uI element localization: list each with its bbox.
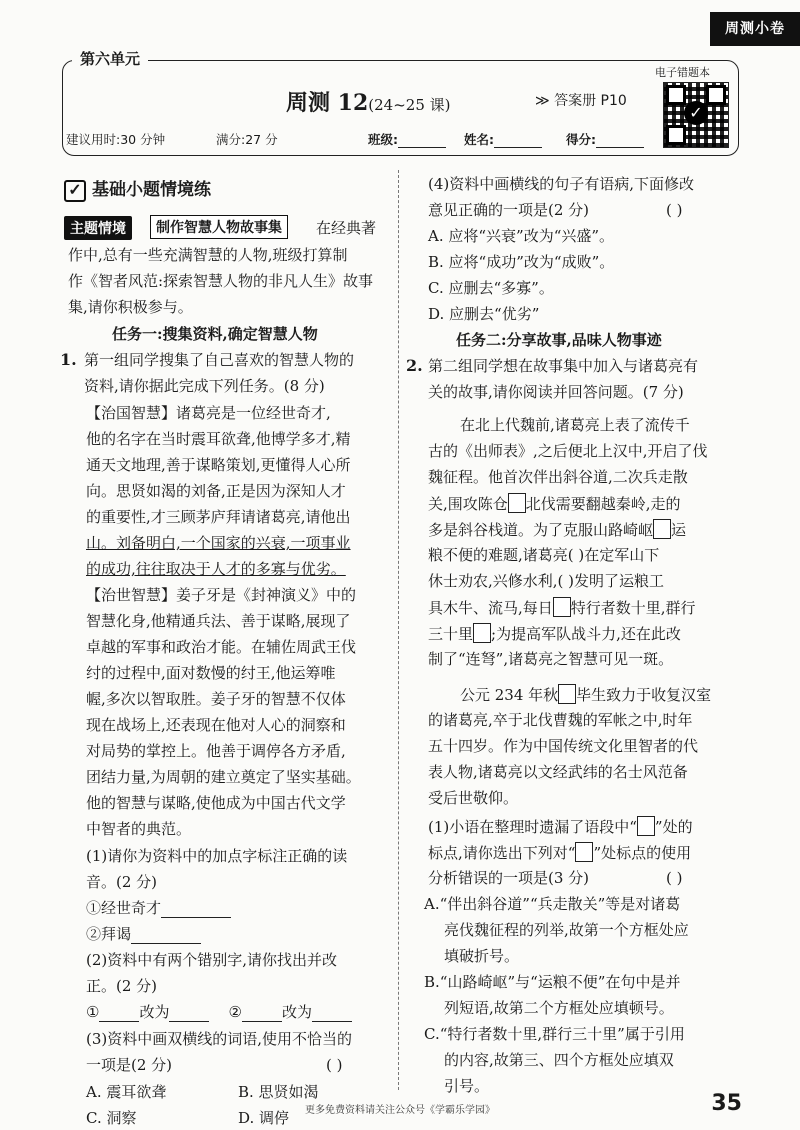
task2-title: 任务二:分享故事,品味人物事迹 xyxy=(456,331,662,349)
story1-line-1: 在北上代魏前,诸葛亮上表了流传千 xyxy=(460,416,690,434)
sub2-fix-row xyxy=(86,1002,352,1022)
punctuation-box-5[interactable] xyxy=(558,684,576,704)
sub2-a-label: ① xyxy=(86,1003,100,1021)
subq-answer-paren[interactable]: ( ) xyxy=(666,869,683,887)
punctuation-box-4[interactable] xyxy=(473,623,491,643)
name-field[interactable] xyxy=(464,130,542,148)
p1-line-4: 向。思贤如渴的刘备,正是因为深知人才 xyxy=(86,482,346,500)
subq-option-a-2: 亮伐魏征程的列举,故第一个方框处应 xyxy=(444,921,689,939)
story2-line-1 xyxy=(460,684,711,705)
subq-line-1b: ”处的 xyxy=(654,818,693,836)
p2-line-2: 智慧化身,他精通兵法、善于谋略,展现了 xyxy=(86,612,351,630)
story1-line-3: 魏征程。他首次伴出斜谷道,二次兵走散 xyxy=(428,468,688,486)
scene-tag: 主题情境 xyxy=(64,216,132,240)
story1-line-8b: 特行者数十里,群行 xyxy=(570,599,696,617)
answer-blank[interactable] xyxy=(99,1009,139,1022)
p2-line-6: 现在战场上,还表现在他对人心的洞察和 xyxy=(86,716,346,734)
sub4-line-1: (4)资料中画横线的句子有语病,下面修改 xyxy=(428,175,695,193)
story1-line-10: 制了“连弩”,诸葛亮之智慧可见一斑。 xyxy=(428,650,674,668)
story1-line-2: 古的《出师表》,之后便北上汉中,开启了伐 xyxy=(428,442,708,460)
sub1-item-a-label: ①经世奇才 xyxy=(86,899,162,917)
sub1-item-b-label: ②拜谒 xyxy=(86,925,132,943)
q2-line-1: 第二组同学想在故事集中加入与诸葛亮有 xyxy=(428,357,699,375)
week-title xyxy=(286,86,451,117)
p2-line-1: 【治世智慧】姜子牙是《封神演义》中的 xyxy=(86,586,357,604)
subq-line-1 xyxy=(428,816,693,837)
p2-line-4: 纣的过程中,面对数慢的纣王,他运筹唯 xyxy=(86,664,336,682)
sub3-option-c[interactable]: C. 洞察 xyxy=(86,1109,137,1127)
subq-option-b-1[interactable]: B.“山路崎岖”与“运粮不便”在句中是并 xyxy=(424,973,681,991)
story2-line-4: 表人物,诸葛亮以文经武纬的名士风范备 xyxy=(428,763,688,781)
subq-option-c-2: 的内容,故第三、四个方框处应填双 xyxy=(444,1051,674,1069)
subq-option-b-2: 列短语,故第二个方框处应填顿号。 xyxy=(444,999,674,1017)
subq-line-2a: 标点,请你选出下列对“ xyxy=(428,844,576,862)
answer-blank[interactable] xyxy=(131,931,201,944)
class-field[interactable] xyxy=(368,130,446,148)
punctuation-box-3[interactable] xyxy=(553,597,571,617)
qr-label: 电子错题本 xyxy=(655,66,710,79)
p1-line-2: 他的名字在当时震耳欲聋,他博学多才,精 xyxy=(86,430,351,448)
footer-note: 更多免费资料请关注公众号《学霸乐学园》 xyxy=(305,1105,495,1116)
subq-option-c-1[interactable]: C.“特行者数十里,群行三十里”属于引用 xyxy=(424,1025,685,1043)
subq-option-a-3: 填破折号。 xyxy=(444,947,520,965)
q1-line-1: 第一组同学搜集了自己喜欢的智慧人物的 xyxy=(84,351,355,369)
answer-blank[interactable] xyxy=(169,1009,209,1022)
sub3-line-1: (3)资料中画双横线的词语,使用不恰当的 xyxy=(86,1030,353,1048)
story1-line-8a: 具木牛、流马,每日 xyxy=(428,599,553,617)
sub2-a-change: 改为 xyxy=(139,1003,170,1021)
score-label: 得分: xyxy=(566,132,596,147)
punctuation-box-1[interactable] xyxy=(508,493,526,513)
q2-line-2: 关的故事,请你阅读并回答问题。(7 分) xyxy=(428,383,684,401)
story1-line-5 xyxy=(428,519,686,540)
sub1-line-2: 音。(2 分) xyxy=(86,873,158,891)
score-total: 满分:27 分 xyxy=(216,132,278,147)
story2-line-2: 的诸葛亮,卒于北伐曹魏的军帐之中,时年 xyxy=(428,711,693,729)
subq-line-3: 分析错误的一项是(3 分) xyxy=(428,869,590,887)
sub4-option-d[interactable]: D. 应删去“优劣” xyxy=(428,305,540,323)
sub3-option-b[interactable]: B. 思贤如渴 xyxy=(238,1083,319,1101)
sub3-option-d[interactable]: D. 调停 xyxy=(238,1109,290,1127)
q2-number: 2. xyxy=(406,356,423,375)
task1-title: 任务一:搜集资料,确定智慧人物 xyxy=(112,325,318,343)
story1-line-6: 粮不便的难题,诸葛亮( )在定军山下 xyxy=(428,546,660,564)
sub1-item-a xyxy=(86,898,231,918)
story1-line-5b: 运 xyxy=(671,521,687,539)
subq-line-2 xyxy=(428,842,691,863)
q1-number: 1. xyxy=(60,350,77,369)
box-reference xyxy=(575,842,593,862)
box-reference xyxy=(637,816,655,836)
q1-line-2: 资料,请你据此完成下列任务。(8 分) xyxy=(84,377,325,395)
sub3-option-a[interactable]: A. 震耳欲聋 xyxy=(86,1083,167,1101)
p1-line-6: 山。刘备明白,一个国家的兴衰,一项事业 xyxy=(86,534,351,552)
story1-line-4a: 关,围攻陈仓 xyxy=(428,495,508,513)
answer-reference: ≫ 答案册 P10 xyxy=(535,93,627,109)
intro-line-3: 作《智者风范:探索智慧人物的非凡人生》故事 xyxy=(68,272,374,290)
story2-line-1b: 毕生致力于收复汉室 xyxy=(576,686,712,704)
p2-line-8: 团结力量,为周朝的建立奠定了坚实基础。 xyxy=(86,768,361,786)
p2-line-10: 中智者的典范。 xyxy=(86,820,192,838)
story1-line-4b: 北伐需要翻越秦岭,走的 xyxy=(525,495,681,513)
subq-line-2b: ”处标点的使用 xyxy=(593,844,692,862)
story1-line-9b: ;为提高军队战斗力,还在此改 xyxy=(491,625,681,643)
subq-line-1a: (1)小语在整理时遗漏了语段中“ xyxy=(428,818,637,836)
p2-line-9: 他的智慧与谋略,使他成为中国古代文学 xyxy=(86,794,346,812)
sub4-option-a[interactable]: A. 应将“兴衰”改为“兴盛”。 xyxy=(428,227,615,245)
section-corner-tag: 周测小卷 xyxy=(710,12,800,46)
score-field[interactable] xyxy=(566,130,644,148)
answer-blank[interactable] xyxy=(161,905,231,918)
sub2-b-label: ② xyxy=(228,1003,242,1021)
answer-blank[interactable] xyxy=(242,1009,282,1022)
qr-code-icon[interactable]: ✓ xyxy=(663,82,729,148)
page-number: 35 xyxy=(711,1091,742,1116)
punctuation-box-2[interactable] xyxy=(653,519,671,539)
sub2-b-change: 改为 xyxy=(282,1003,313,1021)
story1-line-9a: 三十里 xyxy=(428,625,474,643)
story2-line-5: 受后世敬仰。 xyxy=(428,789,519,807)
p1-line-3: 通天文地理,善于谋略策划,更懂得人心所 xyxy=(86,456,351,474)
checkbox-icon: ✓ xyxy=(64,180,86,202)
week-title-text: 周测 12 xyxy=(286,90,369,116)
sub1-line-1: (1)请你为资料中的加点字标注正确的读 xyxy=(86,847,348,865)
sub4-option-c[interactable]: C. 应删去“多寡”。 xyxy=(428,279,554,297)
sub4-answer-paren[interactable]: ( ) xyxy=(666,201,683,219)
intro-line-2: 作中,总有一些充满智慧的人物,班级打算制 xyxy=(68,246,348,264)
p2-line-5: 幄,多次以智取胜。姜子牙的智慧不仅体 xyxy=(86,690,346,708)
story1-line-5a: 多是斜谷栈道。为了克服山路崎岖 xyxy=(428,521,654,539)
sub2-line-2: 正。(2 分) xyxy=(86,977,158,995)
scene-name: 制作智慧人物故事集 xyxy=(150,215,288,239)
sub4-option-b[interactable]: B. 应将“成功”改为“成败”。 xyxy=(428,253,615,271)
answer-blank[interactable] xyxy=(312,1009,352,1022)
sub1-item-b xyxy=(86,924,201,944)
sub3-answer-paren[interactable]: ( ) xyxy=(326,1056,343,1074)
intro-line-4: 集,请你积极参与。 xyxy=(68,298,193,316)
sub3-line-2: 一项是(2 分) xyxy=(86,1056,173,1074)
story2-line-3: 五十四岁。作为中国传统文化里智者的代 xyxy=(428,737,699,755)
p1-line-5: 的重要性,才三顾茅庐拜请诸葛亮,请他出 xyxy=(86,508,351,526)
unit-label: 第六单元 xyxy=(72,48,148,69)
story2-line-1a: 公元 234 年秋 xyxy=(460,686,559,704)
subq-option-c-3: 引号。 xyxy=(444,1077,490,1095)
subq-option-a-1[interactable]: A.“伴出斜谷道”“兵走散关”等是对诸葛 xyxy=(424,895,681,913)
name-label: 姓名: xyxy=(464,132,494,147)
p2-line-7: 对局势的掌控上。他善于调停各方矛盾, xyxy=(86,742,346,760)
p1-line-1: 【治国智慧】诸葛亮是一位经世奇才, xyxy=(86,404,331,422)
time-label: 建议用时:30 分钟 xyxy=(66,132,166,147)
story1-line-8 xyxy=(428,597,696,618)
story1-line-4 xyxy=(428,493,681,514)
sub2-line-1: (2)资料中有两个错别字,请你找出并改 xyxy=(86,951,338,969)
lessons-range: (24~25 课) xyxy=(368,96,451,114)
intro-line-1: 在经典著 xyxy=(316,219,377,237)
story1-line-9 xyxy=(428,623,681,644)
sub4-line-2: 意见正确的一项是(2 分) xyxy=(428,201,590,219)
column-divider xyxy=(398,170,399,1090)
section-title: 基础小题情境练 xyxy=(92,180,211,200)
class-label: 班级: xyxy=(368,132,398,147)
p2-line-3: 卓越的军事和政治才能。在辅佐周武王伐 xyxy=(86,638,357,656)
story1-line-7: 休士劝农,兴修水利,( )发明了运粮工 xyxy=(428,572,665,590)
p1-line-7: 的成功,往往取决于人才的多寡与优劣。 xyxy=(86,560,346,578)
